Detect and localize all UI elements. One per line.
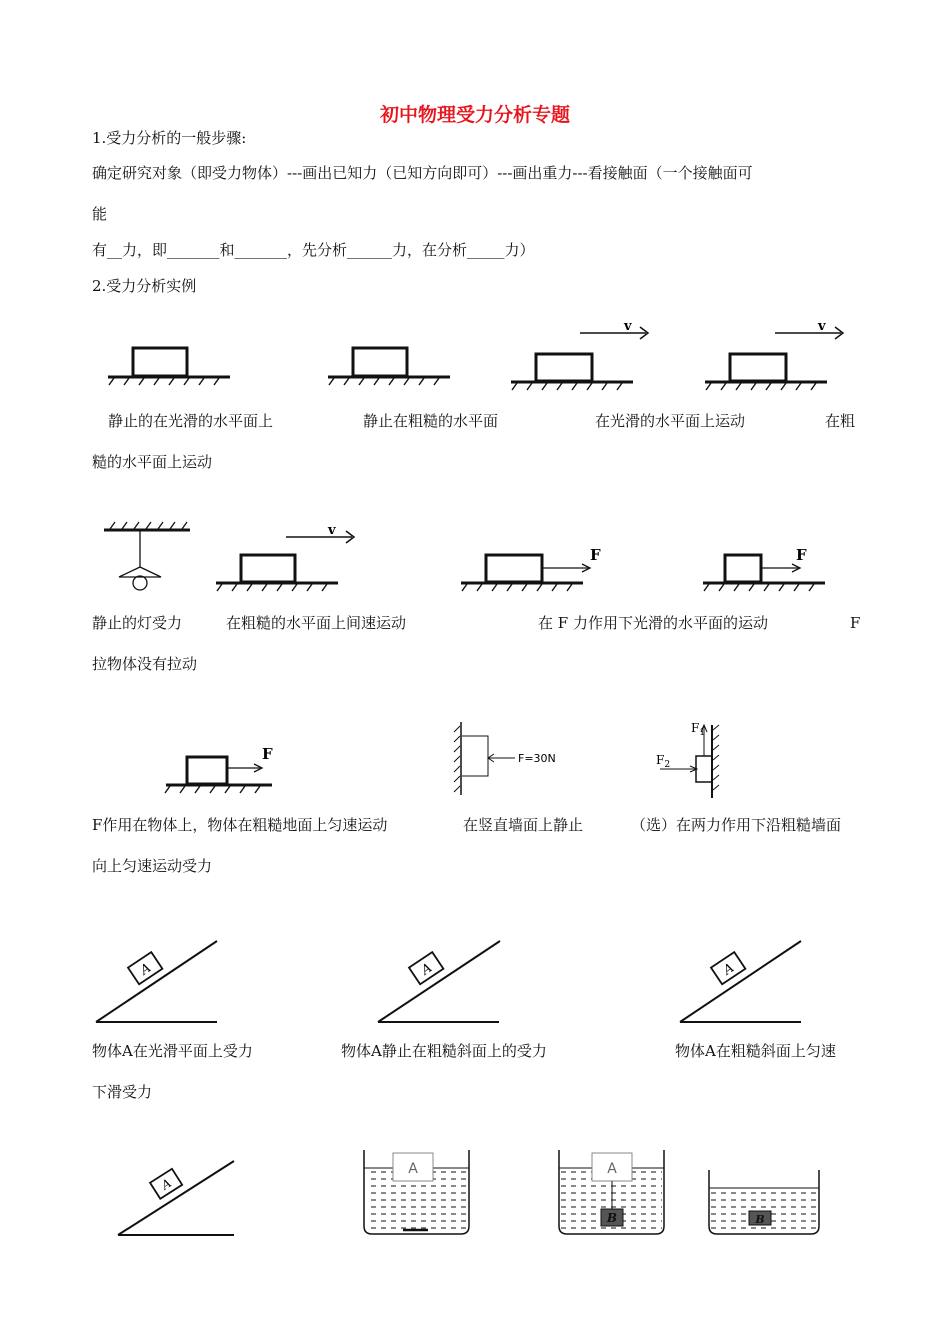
- caption-incline-sliding: 物体A在粗糙斜面上匀速: [675, 1042, 836, 1060]
- block-a-label: A: [158, 1175, 174, 1193]
- figure-block-force-smooth: [461, 546, 601, 591]
- figure-block-smooth-static: [108, 348, 230, 385]
- caption-wall-static: 在竖直墙面上静止: [463, 816, 584, 834]
- block-a-label: A: [607, 1161, 617, 1177]
- caption-rough-moving: 在粗: [825, 412, 856, 430]
- steps-line-2: 能: [92, 205, 108, 223]
- caption-incline-sliding-cont: 下滑受力: [92, 1083, 153, 1101]
- figure-beaker-floating: [364, 1150, 469, 1234]
- figure-block-uniform-rough: [216, 523, 354, 591]
- force-2-label: F: [656, 753, 665, 767]
- caption-two-forces-cont: 向上匀速运动受力: [92, 857, 213, 875]
- svg-text:F2: [656, 753, 670, 770]
- steps-line-1: 确定研究对象（即受力物体）---画出已知力（已知方向即可）---画出重力---看接触面（一个接触面可: [92, 164, 753, 182]
- caption-smooth-moving: 在光滑的水平面上运动: [595, 412, 746, 430]
- figure-incline-sliding: [680, 941, 801, 1022]
- block-a-label: A: [720, 960, 738, 979]
- velocity-label: v: [328, 523, 336, 538]
- figure-block-rough-static: [328, 348, 450, 385]
- caption-rough-static: 静止在粗糙的水平面: [363, 412, 499, 430]
- caption-rough-moving-cont: 糙的水平面上运动: [92, 453, 213, 471]
- page-title: 初中物理受力分析专题: [379, 104, 570, 126]
- force-1-subscript: 1: [699, 728, 706, 738]
- caption-incline-static: 物体A静止在粗糙斜面上的受力: [341, 1042, 547, 1060]
- block-b-label: B: [606, 1211, 618, 1225]
- caption-smooth-static: 静止的在光滑的水平面上: [108, 412, 274, 430]
- force-1-label: F: [691, 721, 700, 735]
- figure-block-rough-moving: [705, 319, 843, 390]
- figure-incline-extra: [118, 1161, 234, 1235]
- caption-two-forces: （选）在两力作用下沿粗糙墙面: [631, 816, 842, 834]
- figure-block-pull-static: [703, 546, 825, 591]
- force-30n-label: F=30N: [518, 752, 556, 765]
- velocity-label: v: [818, 319, 826, 334]
- block-a-label: A: [418, 960, 436, 979]
- figure-block-force-uniform: [165, 745, 273, 793]
- caption-uniform-rough: 在粗糙的水平面上间速运动: [226, 614, 407, 632]
- svg-text:F1: [691, 721, 705, 738]
- force-2-subscript: 2: [664, 760, 671, 770]
- section1-heading: 1.受力分析的一般步骤:: [92, 129, 247, 147]
- block-b-label: B: [755, 1213, 765, 1226]
- steps-line-3: 有__力，即_______和_______，先分析______力，在分析_____力）: [92, 241, 535, 259]
- velocity-label: v: [624, 319, 632, 334]
- force-label: F: [262, 745, 273, 763]
- figure-block-smooth-moving: [511, 319, 648, 390]
- figure-wall-block: [454, 722, 556, 795]
- block-a-label: A: [408, 1161, 418, 1177]
- figure-incline-static: [378, 941, 500, 1022]
- caption-pull-static-cont: 拉物体没有拉动: [92, 655, 198, 673]
- caption-incline-smooth: 物体A在光滑平面上受力: [92, 1042, 253, 1060]
- caption-force-smooth: 在 F 力作用下光滑的水平面的运动: [538, 614, 768, 632]
- caption-lamp: 静止的灯受力: [92, 614, 183, 632]
- force-label: F: [796, 546, 807, 564]
- caption-force-uniform: F作用在物体上，物体在粗糙地面上匀速运动: [92, 816, 388, 834]
- figure-two-forces-wall: [656, 721, 719, 798]
- figure-incline-smooth: [96, 941, 217, 1022]
- caption-pull-static: F: [850, 614, 861, 632]
- figure-hanging-lamp: [104, 522, 190, 590]
- figure-beaker-sunk-block: [709, 1170, 819, 1234]
- section2-heading: 2.受力分析实例: [92, 277, 197, 295]
- figure-beaker-tied-blocks: [559, 1150, 664, 1234]
- force-label: F: [590, 546, 601, 564]
- block-a-label: A: [137, 960, 155, 979]
